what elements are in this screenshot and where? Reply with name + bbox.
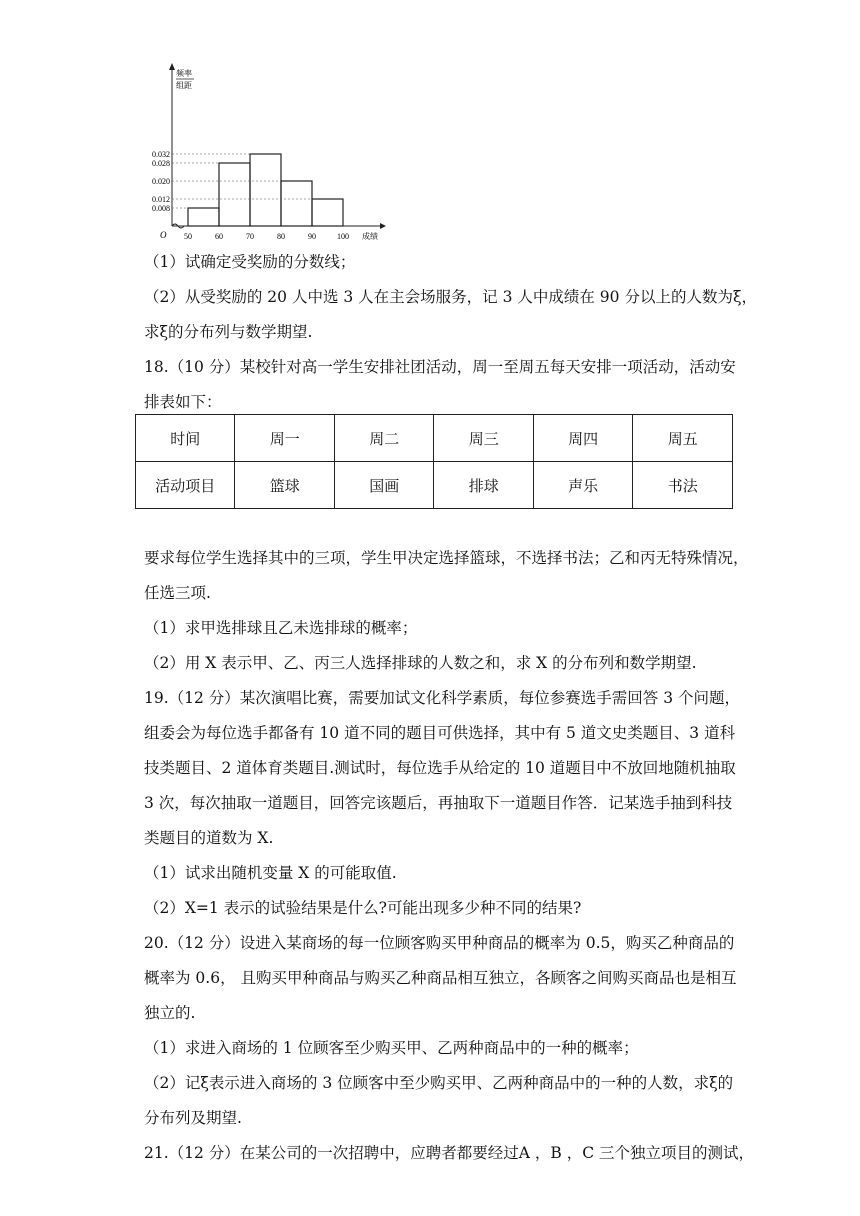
question-20-part2-cont: 分布列及期望.: [144, 1109, 242, 1127]
x-axis-label: 成绩: [362, 232, 378, 240]
y-tick-label: 0.020: [152, 177, 170, 186]
origin-label: O: [160, 230, 167, 240]
question-19-body: 组委会为每位选手都备有 10 道不同的题目可供选择，其中有 5 道文史类题目、3 道科: [144, 724, 736, 742]
question-17-part2: （2）从受奖励的 20 人中选 3 人在主会场服务，记 3 人中成绩在 90 分以上的人数为ξ，: [144, 288, 757, 306]
x-tick-label: 90: [308, 232, 316, 240]
y-axis-arrow: [169, 63, 175, 70]
table-cell: 国画: [334, 462, 433, 509]
question-19-part2: （2）X=1 表示的试验结果是什么?可能出现多少种不同的结果?: [144, 899, 582, 917]
question-19-body: 技类题目、2 道体育类题目.测试时，每位选手从给定的 10 道题目中不放回地随机抽取: [144, 759, 736, 777]
x-axis-arrow: [380, 223, 386, 229]
table-cell: 周一: [235, 415, 334, 462]
histogram-bar: [188, 208, 219, 226]
question-18-body-cont: 任选三项.: [144, 584, 211, 602]
y-tick-label: 0.028: [152, 159, 170, 168]
question-19-title: 19.（12 分）某次演唱比赛，需要加试文化科学素质，每位参赛选手需回答 3 个问题，: [144, 689, 741, 707]
histogram-bar: [312, 199, 343, 226]
x-tick-label: 70: [246, 232, 254, 240]
histogram-bar: [250, 154, 281, 226]
table-cell: 周二: [334, 415, 433, 462]
histogram-bar: [219, 163, 250, 226]
question-20-part2: （2）记ξ表示进入商场的 3 位顾客中至少购买甲、乙两种商品中的一种的人数，求ξ的: [144, 1074, 734, 1092]
question-19-part1: （1）试求出随机变量 X 的可能取值.: [144, 864, 397, 882]
y-tick-label: 0.012: [152, 195, 170, 204]
question-18-body: 要求每位学生选择其中的三项，学生甲决定选择篮球，不选择书法；乙和丙无特殊情况，: [144, 549, 749, 567]
table-cell: 活动项目: [136, 462, 235, 509]
y-tick-label: 0.008: [152, 204, 170, 213]
question-18-part1: （1）求甲选排球且乙未选排球的概率；: [144, 619, 418, 637]
table-row: [136, 462, 733, 509]
y-axis-label-top: 频率: [176, 69, 192, 78]
question-18-title: 18.（10 分）某校针对高一学生安排社团活动，周一至周五每天安排一项活动，活动安: [144, 358, 736, 376]
question-20-body: 概率为 0.6， 且购买甲种商品与购买乙种商品相互独立，各顾客之间购买商品也是相互: [144, 969, 737, 987]
x-tick-label: 60: [215, 232, 223, 240]
question-17-part1: （1）试确定受奖励的分数线；: [144, 253, 356, 271]
question-18-title-cont: 排表如下：: [144, 393, 222, 411]
question-20-body: 独立的.: [144, 1004, 196, 1022]
question-17-part2-cont: 求ξ的分布列与数学期望.: [144, 323, 313, 341]
table-cell: 书法: [633, 462, 733, 509]
histogram-bar: [281, 181, 312, 226]
activity-schedule-table: [135, 414, 733, 509]
frequency-histogram: [140, 60, 390, 240]
table-cell: 声乐: [533, 462, 632, 509]
question-19-body: 3 次，每次抽取一道题目，回答完该题后，再抽取下一道题目作答．记某选手抽到科技: [144, 794, 733, 812]
question-21-title: 21.（12 分）在某公司的一次招聘中，应聘者都要经过A ，B ，C 三个独立项目的测试，: [144, 1144, 755, 1162]
question-18-part2: （2）用 X 表示甲、乙、丙三人选择排球的人数之和，求 X 的分布列和数学期望.: [144, 654, 697, 672]
table-row: [136, 415, 733, 462]
table-cell: 排球: [434, 462, 533, 509]
table-cell: 周四: [533, 415, 632, 462]
question-20-title: 20.（12 分）设进入某商场的每一位顾客购买甲种商品的概率为 0.5，购买乙种商品的: [144, 934, 735, 952]
question-20-part1: （1）求进入商场的 1 位顾客至少购买甲、乙两种商品中的一种的概率；: [144, 1039, 639, 1057]
table-cell: 周五: [633, 415, 733, 462]
y-axis-label-bottom: 组距: [176, 81, 192, 90]
y-tick-label: 0.032: [152, 150, 170, 159]
x-tick-label: 50: [184, 232, 192, 240]
x-tick-label: 100: [337, 232, 349, 240]
table-cell: 时间: [136, 415, 235, 462]
table-cell: 周三: [434, 415, 533, 462]
question-19-body: 类题目的道数为 X.: [144, 829, 274, 847]
x-tick-label: 80: [277, 232, 285, 240]
table-cell: 篮球: [235, 462, 334, 509]
